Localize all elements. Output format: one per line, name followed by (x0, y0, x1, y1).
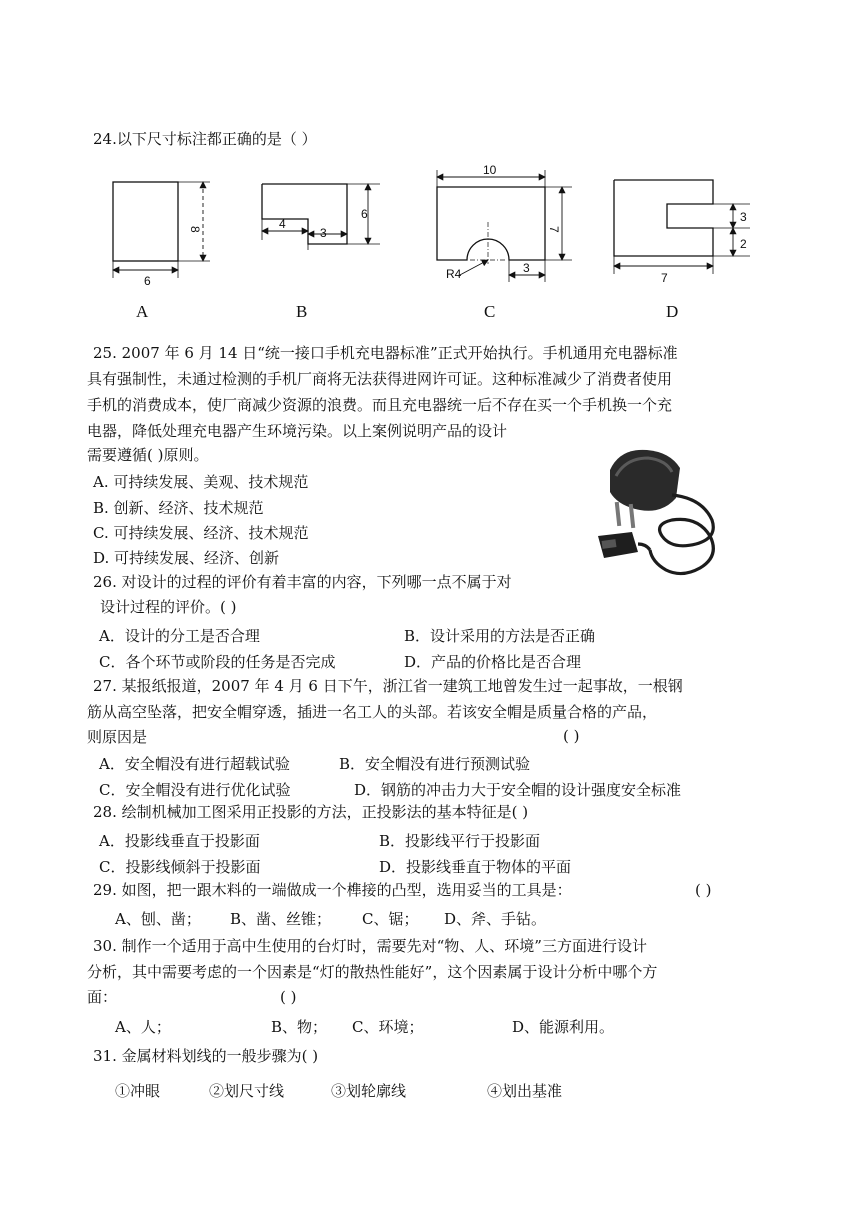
q25-line-1: 25. 2007 年 6 月 14 日“统一接口手机充电器标准”正式开始执行。手机通用充电器标准 (93, 344, 678, 362)
q26-option-a: A．设计的分工是否合理 (99, 627, 260, 645)
q30-line-2: 分析，其中需要考虑的一个因素是“灯的散热性能好”，这个因素属于设计分析中哪个方 (87, 963, 658, 981)
q30-option-d: D、能源利用。 (512, 1018, 615, 1036)
q31-step-2: ②划尺寸线 (209, 1082, 285, 1100)
q26-option-c: C．各个环节或阶段的任务是否完成 (99, 653, 336, 671)
q25-line-3: 手机的消费成本，使厂商减少资源的浪费。而且充电器统一后不存在买一个手机换一个充 (87, 396, 673, 414)
q26-line-2: 设计过程的评价。( ) (100, 598, 237, 616)
q30-line-3: 面： (87, 988, 118, 1006)
q29-answer-paren: ( ) (695, 881, 712, 899)
dim-c-top: 10 (483, 163, 497, 177)
dim-c-height: 7 (547, 226, 561, 233)
q31-stem: 31. 金属材料划线的一般步骤为( ) (93, 1047, 319, 1065)
figure-a-label: A (136, 302, 149, 321)
q27-line-3: 则原因是 (87, 728, 148, 746)
q31-step-1: ①冲眼 (115, 1082, 161, 1100)
q25-line-5: 需要遵循( )原则。 (87, 446, 209, 464)
q26-line-1: 26. 对设计的过程的评价有着丰富的内容，下列哪一点不属于对 (93, 573, 512, 591)
charger-image (592, 440, 752, 590)
q29-stem: 29. 如图，把一跟木料的一端做成一个榫接的凸型，选用妥当的工具是： (93, 881, 572, 899)
q26-option-d: D．产品的价格比是否合理 (404, 653, 582, 671)
q25-option-a: A. 可持续发展、美观、技术规范 (93, 473, 309, 491)
dim-b-left: 4 (279, 217, 286, 231)
q25-line-2: 具有强制性，未通过检测的手机厂商将无法获得进网许可证。这种标准减少了消费者使用 (87, 370, 673, 388)
q27-line-2: 筋从高空坠落，把安全帽穿透，插进一名工人的头部。若该安全帽是质量合格的产品， (87, 703, 658, 721)
dim-c-radius: R4 (446, 267, 462, 281)
dim-c-bottom: 3 (523, 261, 530, 275)
q30-answer-paren: ( ) (280, 988, 297, 1006)
dim-a-width: 6 (144, 274, 151, 288)
figure-c-label: C (484, 302, 496, 321)
q27-option-a: A．安全帽没有进行超载试验 (99, 755, 290, 773)
q25-line-4: 电器，降低处理充电器产生环境污染。以上案例说明产品的设计 (87, 422, 508, 440)
figure-d-label: D (666, 302, 679, 321)
q30-option-a: A、人； (115, 1018, 171, 1036)
q29-option-b: B、凿、丝锥； (230, 910, 332, 928)
dim-b-right: 3 (320, 226, 327, 240)
q31-step-4: ④划出基准 (487, 1082, 563, 1100)
q28-option-b: B．投影线平行于投影面 (379, 832, 541, 850)
q30-option-c: C、环境； (352, 1018, 424, 1036)
q30-option-b: B、物； (271, 1018, 328, 1036)
dim-a-height: 8 (188, 226, 202, 233)
q30-line-1: 30. 制作一个适用于高中生使用的台灯时，需要先对“物、人、环境”三方面进行设计 (93, 937, 647, 955)
dim-d-lower: 2 (740, 237, 747, 251)
dim-d-slot: 3 (740, 210, 747, 224)
q29-option-d: D、斧、手钻。 (444, 910, 547, 928)
q28-option-d: D．投影线垂直于物体的平面 (379, 858, 572, 876)
q28-option-a: A．投影线垂直于投影面 (99, 832, 260, 850)
q27-option-b: B．安全帽没有进行预测试验 (339, 755, 531, 773)
q31-step-3: ③划轮廓线 (331, 1082, 407, 1100)
q28-stem: 28. 绘制机械加工图采用正投影的方法，正投影法的基本特征是( ) (93, 803, 529, 821)
dim-b-height: 6 (361, 207, 368, 221)
q24-stem: 24.以下尺寸标注都正确的是（ ） (93, 130, 317, 148)
dim-d-width: 7 (661, 271, 668, 285)
q25-option-d: D. 可持续发展、经济、创新 (93, 549, 280, 567)
q29-option-c: C、锯； (362, 910, 419, 928)
q25-option-b: B. 创新、经济、技术规范 (93, 499, 264, 517)
q27-answer-paren: ( ) (563, 727, 580, 745)
q27-option-c: C．安全帽没有进行优化试验 (99, 781, 291, 799)
q29-option-a: A、刨、凿； (115, 910, 201, 928)
figure-d (614, 180, 750, 274)
q24-figures (0, 160, 860, 340)
q25-option-c: C. 可持续发展、经济、技术规范 (93, 524, 309, 542)
q27-line-1: 27. 某报纸报道，2007 年 4 月 6 日下午，浙江省一建筑工地曾发生过一起事故，一根钢 (93, 677, 683, 695)
q28-option-c: C．投影线倾斜于投影面 (99, 858, 261, 876)
figure-b-label: B (296, 302, 308, 321)
q26-option-b: B．设计采用的方法是否正确 (404, 627, 596, 645)
q27-option-d: D．钢筋的冲击力大于安全帽的设计强度安全标准 (354, 781, 682, 799)
